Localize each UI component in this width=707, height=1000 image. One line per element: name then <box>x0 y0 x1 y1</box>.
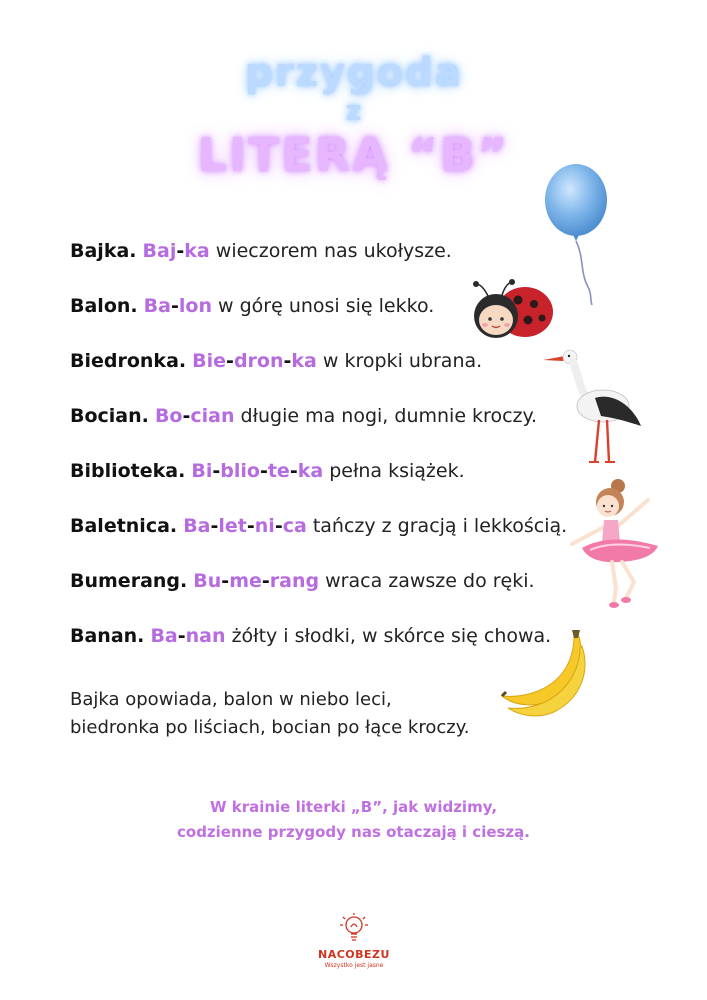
syllable-hyphen: - <box>170 295 179 317</box>
verse-word: Biblioteka. <box>70 460 186 482</box>
verse-text: w górę unosi się lekko. <box>211 295 435 317</box>
syllable: te <box>267 460 290 482</box>
syllable-hyphen: - <box>261 570 270 592</box>
verse-text: wraca zawsze do ręki. <box>319 570 535 592</box>
syllable-hyphen: - <box>246 515 255 537</box>
syllable: ka <box>297 460 324 482</box>
verse-text: żółty i słodki, w skórce się chowa. <box>225 625 552 647</box>
verse-text: pełna książek. <box>323 460 465 482</box>
verse-text: długie ma nogi, dumnie kroczy. <box>234 405 538 427</box>
logo <box>312 912 396 969</box>
poem <box>70 686 470 742</box>
syllable: Bie <box>192 350 227 372</box>
syllable: Ba <box>183 515 211 537</box>
syllable: Baj <box>142 240 177 262</box>
verse-word: Bumerang. <box>70 570 188 592</box>
banana-icon <box>500 626 592 720</box>
syllable: blio <box>220 460 260 482</box>
poem-line-2: biedronka po liściach, bocian po łące kroczy. <box>70 717 470 738</box>
syllable: nan <box>185 625 226 647</box>
syllable: cian <box>190 405 235 427</box>
ladybug-icon <box>470 278 556 342</box>
verse-row <box>70 511 630 566</box>
verse-text: tańczy z gracją i lekkością. <box>306 515 568 537</box>
syllable-hyphen: - <box>182 405 191 427</box>
closing-line-1: W krainie literki „B”, jak widzimy, <box>209 798 498 816</box>
title-line-1: przygoda <box>244 50 463 96</box>
syllable-hyphen: - <box>221 570 230 592</box>
syllable: me <box>229 570 262 592</box>
syllable-hyphen: - <box>177 625 186 647</box>
ballerina-icon <box>560 478 662 612</box>
syllable-hyphen: - <box>176 240 185 262</box>
verse-word: Balon. <box>70 295 138 317</box>
syllable: ka <box>291 350 317 372</box>
closing-text <box>0 795 707 845</box>
stork-icon <box>543 346 643 466</box>
syllable: Ba <box>150 625 178 647</box>
syllable: ni <box>254 515 275 537</box>
syllable: ca <box>282 515 307 537</box>
syllable-hyphen: - <box>210 515 219 537</box>
lightbulb-logo-icon <box>339 912 369 944</box>
verse-word: Bocian. <box>70 405 149 427</box>
syllable-hyphen: - <box>274 515 283 537</box>
syllable-hyphen: - <box>226 350 234 372</box>
title-line-3: LITERĄ “B” <box>197 128 510 182</box>
title-line-2: z <box>345 94 362 127</box>
verse-row <box>70 566 630 621</box>
verse-word: Baletnica. <box>70 515 178 537</box>
syllable: Ba <box>143 295 171 317</box>
verse-text: w kropki ubrana. <box>316 350 483 372</box>
syllable: Bu <box>193 570 222 592</box>
syllable-hyphen: - <box>212 460 221 482</box>
verse-word: Banan. <box>70 625 145 647</box>
syllable: Bo <box>154 405 183 427</box>
syllable-hyphen: - <box>259 460 268 482</box>
verse-word: Biedronka. <box>70 350 187 372</box>
syllable-hyphen: - <box>283 350 292 372</box>
syllable-hyphen: - <box>289 460 298 482</box>
logo-name: NACOBEZU <box>318 948 390 961</box>
syllable: lon <box>178 295 212 317</box>
logo-tagline: Wszystko jest jasne <box>324 962 384 969</box>
syllable: dron <box>233 350 284 372</box>
syllable: ka <box>184 240 210 262</box>
syllable: rang <box>269 570 320 592</box>
closing-line-2: codzienne przygody nas otaczają i cieszą. <box>177 823 530 841</box>
syllable: Bi <box>191 460 213 482</box>
syllable: let <box>218 515 247 537</box>
verse-word: Bajka. <box>70 240 137 262</box>
poem-line-1: Bajka opowiada, balon w niebo leci, <box>70 689 392 710</box>
verse-text: wieczorem nas ukołysze. <box>209 240 452 262</box>
